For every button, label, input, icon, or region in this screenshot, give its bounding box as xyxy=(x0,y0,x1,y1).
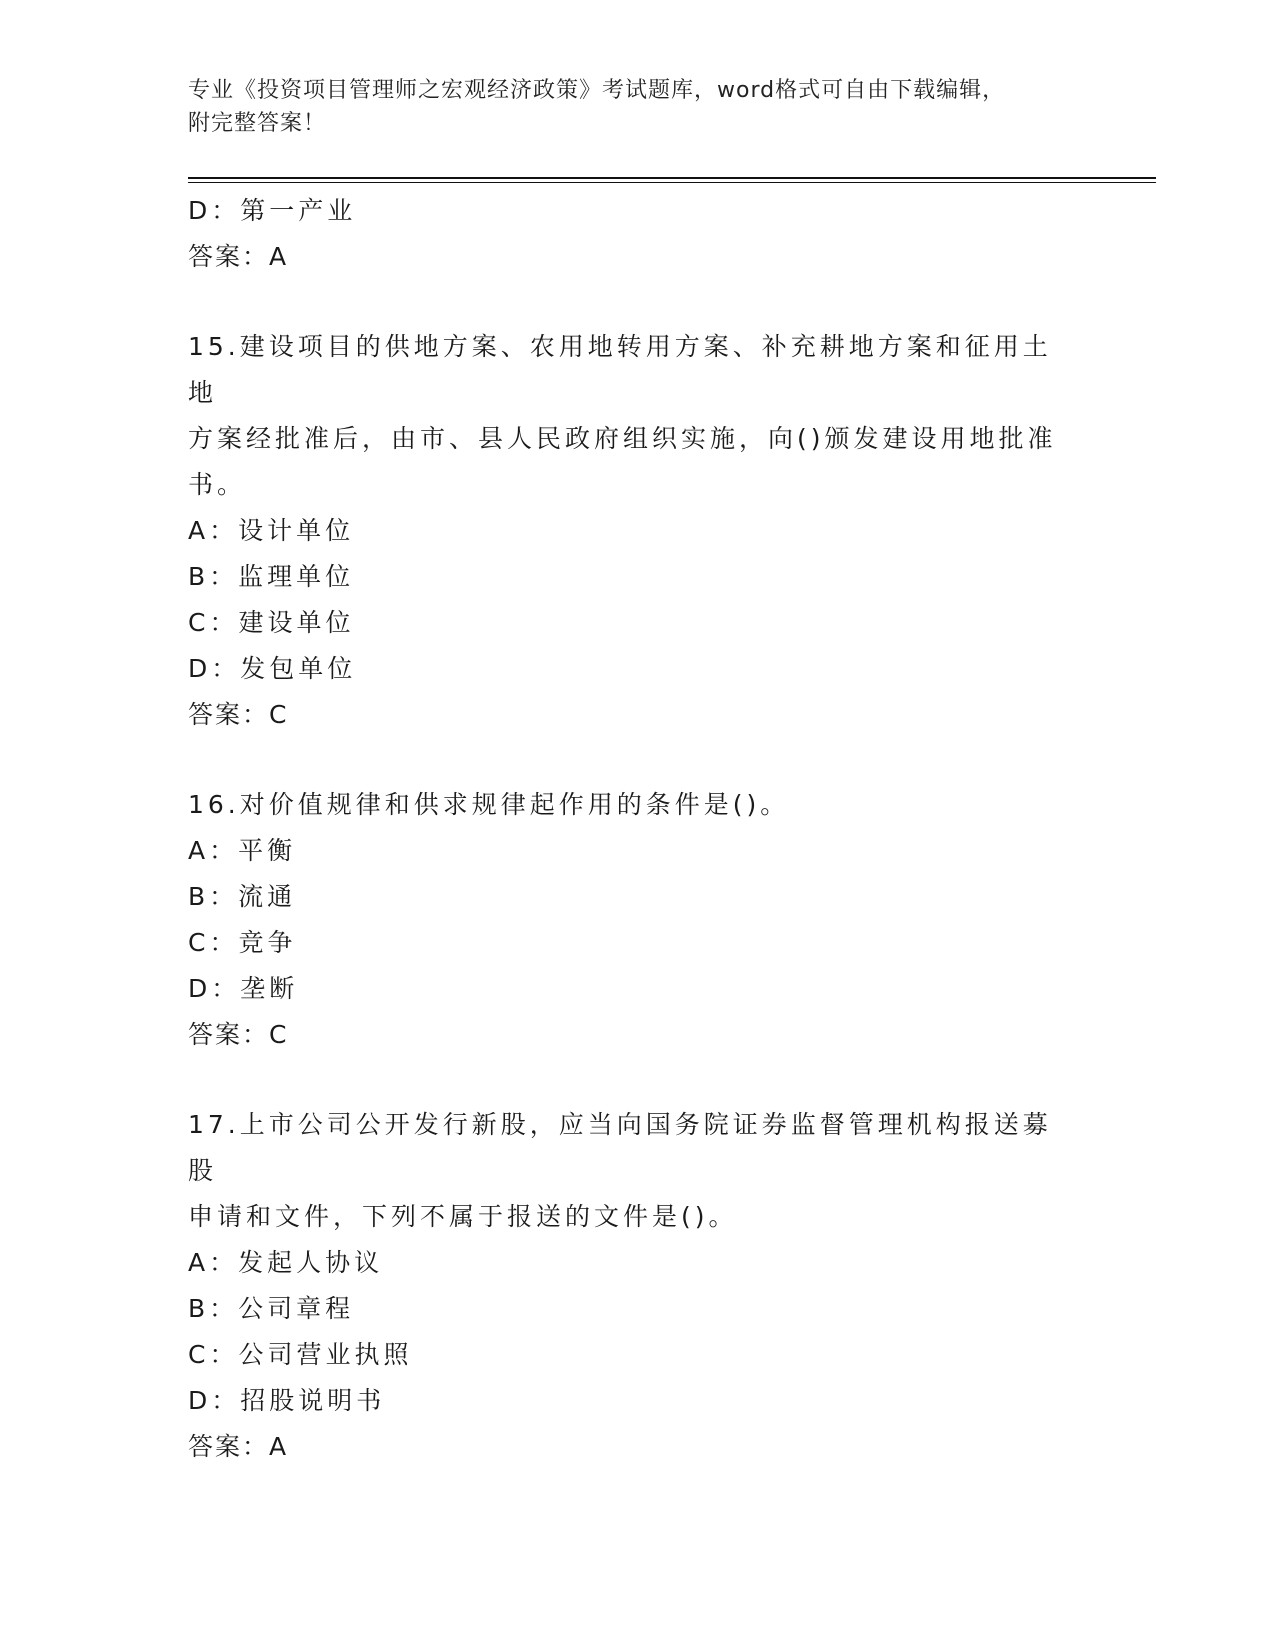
option-a: A：平衡 xyxy=(188,836,297,865)
header-rule-thick xyxy=(188,177,1156,179)
question-stem xyxy=(188,324,1068,508)
option-c: C：公司营业执照 xyxy=(188,1340,413,1369)
option-d: D：招股说明书 xyxy=(188,1386,386,1415)
option-b: B：公司章程 xyxy=(188,1294,355,1323)
answer-line: 答案：A xyxy=(188,242,289,271)
option-b: B：监理单位 xyxy=(188,562,355,591)
stem-line: 16.对价值规律和供求规律起作用的条件是()。 xyxy=(188,790,790,819)
option-d: D：第一产业 xyxy=(188,196,357,225)
header-line-2: 附完整答案！ xyxy=(188,111,327,136)
document-header xyxy=(188,74,1068,140)
header-rule-thin xyxy=(188,182,1156,183)
answer-line: 答案：A xyxy=(188,1432,289,1461)
question-17 xyxy=(188,1102,1088,1470)
question-stem xyxy=(188,782,1068,828)
option-a: A：设计单位 xyxy=(188,516,355,545)
stem-line: 申请和文件，下列不属于报送的文件是()。 xyxy=(188,1202,738,1231)
option-b: B：流通 xyxy=(188,882,297,911)
option-a: A：发起人协议 xyxy=(188,1248,384,1277)
answer-line: 答案：C xyxy=(188,700,289,729)
stem-line: 17.上市公司公开发行新股，应当向国务院证券监督管理机构报送募股 xyxy=(188,1110,1052,1185)
stem-line: 方案经批准后，由市、县人民政府组织实施，向()颁发建设用地批准 xyxy=(188,424,1057,453)
carryover-block xyxy=(188,188,1088,280)
stem-line: 15.建设项目的供地方案、农用地转用方案、补充耕地方案和征用土地 xyxy=(188,332,1052,407)
option-d: D：发包单位 xyxy=(188,654,357,683)
question-stem xyxy=(188,1102,1068,1240)
option-c: C：建设单位 xyxy=(188,608,355,637)
stem-line: 书。 xyxy=(188,470,247,499)
answer-line: 答案：C xyxy=(188,1020,289,1049)
document-body xyxy=(188,188,1088,1470)
question-16 xyxy=(188,782,1088,1058)
header-line-1: 专业《投资项目管理师之宏观经济政策》考试题库，word格式可自由下载编辑， xyxy=(188,78,1006,103)
option-c: C：竞争 xyxy=(188,928,297,957)
question-15 xyxy=(188,324,1088,738)
option-d: D：垄断 xyxy=(188,974,299,1003)
